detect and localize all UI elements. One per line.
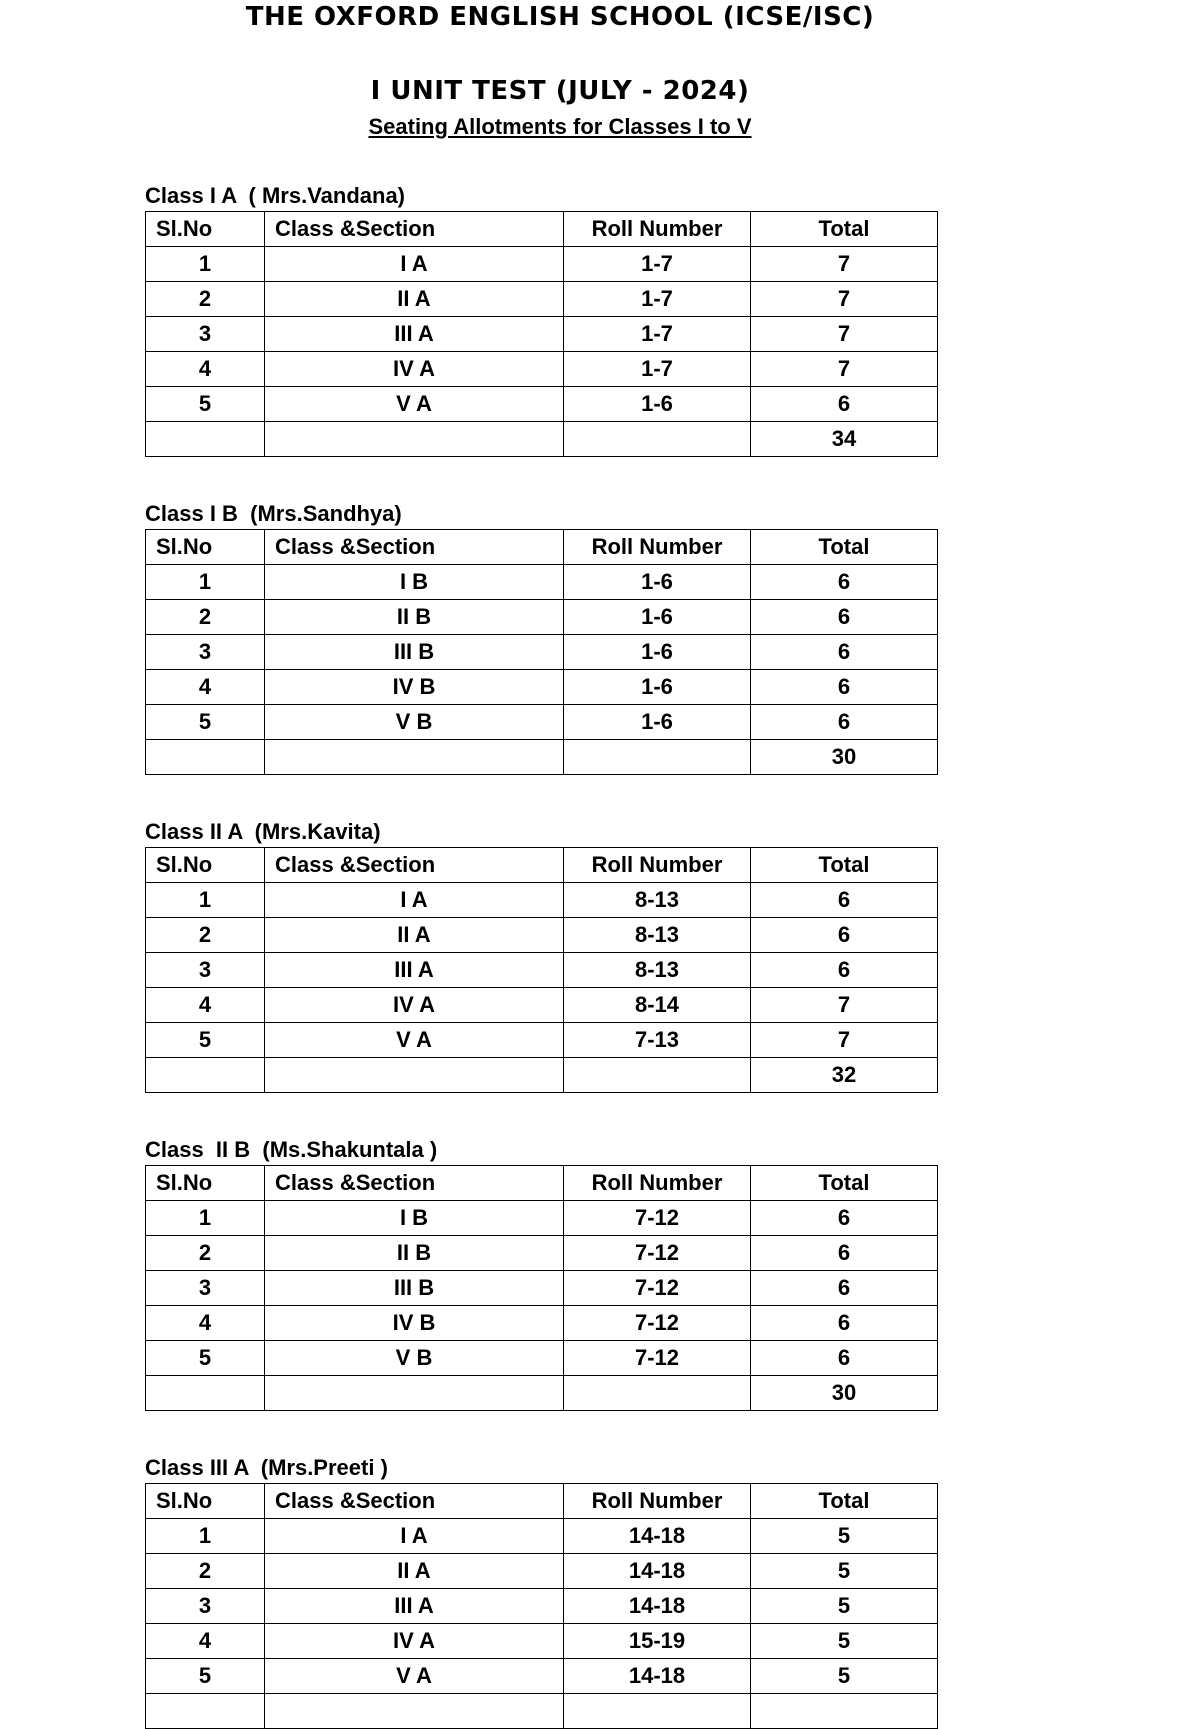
- table-cell: 3: [146, 953, 265, 988]
- table-cell: 14-18: [564, 1554, 751, 1589]
- table-cell: 6: [751, 387, 938, 422]
- total-row: [146, 422, 938, 457]
- table-cell: I A: [265, 247, 564, 282]
- table-cell: II B: [265, 1236, 564, 1271]
- table-cell: 1-6: [564, 635, 751, 670]
- table-cell: 6: [751, 635, 938, 670]
- table-cell: 1: [146, 1201, 265, 1236]
- table-cell: 4: [146, 670, 265, 705]
- empty-cell: [564, 1694, 751, 1729]
- table-cell: 6: [751, 1271, 938, 1306]
- table-cell: 5: [751, 1554, 938, 1589]
- seating-table: [145, 1165, 938, 1411]
- table-cell: 2: [146, 1236, 265, 1271]
- section-caption: Class I A ( Mrs.Vandana): [145, 183, 406, 208]
- column-header: Class &Section: [265, 1484, 564, 1519]
- table-row: [146, 1201, 938, 1236]
- column-header: Sl.No: [146, 530, 265, 565]
- seating-table: [145, 847, 938, 1093]
- table-cell: 2: [146, 282, 265, 317]
- table-cell: 6: [751, 883, 938, 918]
- section-caption: Class II A (Mrs.Kavita): [145, 819, 381, 844]
- table-cell: 1: [146, 247, 265, 282]
- table-cell: 5: [146, 1341, 265, 1376]
- table-row: [146, 918, 938, 953]
- column-header: Sl.No: [146, 848, 265, 883]
- column-header: Roll Number: [564, 212, 751, 247]
- table-cell: II A: [265, 282, 564, 317]
- table-cell: 1-7: [564, 247, 751, 282]
- table-cell: 7: [751, 282, 938, 317]
- seating-section: [145, 1135, 937, 1411]
- table-cell: 1-6: [564, 565, 751, 600]
- table-cell: 5: [146, 705, 265, 740]
- table-cell: IV B: [265, 1306, 564, 1341]
- table-cell: 1-7: [564, 352, 751, 387]
- grand-total-cell: 30: [751, 1376, 938, 1411]
- table-cell: 1-6: [564, 600, 751, 635]
- table-cell: V A: [265, 1659, 564, 1694]
- table-row: [146, 1519, 938, 1554]
- total-row: [146, 1694, 938, 1729]
- table-cell: V A: [265, 1023, 564, 1058]
- table-cell: 14-18: [564, 1589, 751, 1624]
- table-cell: 7: [751, 1023, 938, 1058]
- table-header-row: [146, 212, 938, 247]
- table-cell: 6: [751, 918, 938, 953]
- table-row: [146, 282, 938, 317]
- column-header: Total: [751, 212, 938, 247]
- table-cell: 8-14: [564, 988, 751, 1023]
- page-subtitle: Seating Allotments for Classes I to V: [368, 114, 752, 139]
- table-cell: IV A: [265, 1624, 564, 1659]
- table-cell: 8-13: [564, 883, 751, 918]
- table-row: [146, 635, 938, 670]
- table-cell: 4: [146, 1624, 265, 1659]
- table-cell: III A: [265, 317, 564, 352]
- table-cell: 7-12: [564, 1236, 751, 1271]
- table-cell: 8-13: [564, 918, 751, 953]
- table-cell: V B: [265, 1341, 564, 1376]
- table-cell: IV A: [265, 352, 564, 387]
- column-header: Roll Number: [564, 1166, 751, 1201]
- seating-section: [145, 817, 937, 1093]
- table-cell: I B: [265, 565, 564, 600]
- table-row: [146, 565, 938, 600]
- table-cell: 6: [751, 670, 938, 705]
- empty-cell: [265, 740, 564, 775]
- section-caption: Class I B (Mrs.Sandhya): [145, 501, 402, 526]
- table-cell: 5: [751, 1659, 938, 1694]
- table-row: [146, 1271, 938, 1306]
- table-cell: I B: [265, 1201, 564, 1236]
- table-cell: 3: [146, 1271, 265, 1306]
- empty-cell: [564, 1376, 751, 1411]
- empty-cell: [265, 1058, 564, 1093]
- table-cell: 14-18: [564, 1659, 751, 1694]
- table-cell: 5: [146, 1659, 265, 1694]
- table-cell: 1: [146, 883, 265, 918]
- table-cell: 5: [751, 1519, 938, 1554]
- school-name: THE OXFORD ENGLISH SCHOOL (ICSE/ISC): [245, 2, 875, 32]
- table-cell: 3: [146, 635, 265, 670]
- seating-section: [145, 499, 937, 775]
- table-row: [146, 988, 938, 1023]
- column-header: Roll Number: [564, 530, 751, 565]
- table-cell: II A: [265, 1554, 564, 1589]
- table-cell: I A: [265, 1519, 564, 1554]
- empty-cell: [265, 422, 564, 457]
- column-header: Class &Section: [265, 530, 564, 565]
- column-header: Total: [751, 1484, 938, 1519]
- table-cell: III A: [265, 953, 564, 988]
- table-cell: 7-13: [564, 1023, 751, 1058]
- table-row: [146, 883, 938, 918]
- table-row: [146, 600, 938, 635]
- table-cell: 8-13: [564, 953, 751, 988]
- table-cell: 6: [751, 565, 938, 600]
- table-cell: 7-12: [564, 1201, 751, 1236]
- table-cell: 6: [751, 1306, 938, 1341]
- empty-cell: [265, 1694, 564, 1729]
- seating-section: [145, 181, 937, 457]
- total-row: [146, 740, 938, 775]
- table-cell: 1: [146, 1519, 265, 1554]
- table-cell: 1-6: [564, 670, 751, 705]
- table-cell: 6: [751, 1341, 938, 1376]
- table-row: [146, 953, 938, 988]
- table-cell: III B: [265, 1271, 564, 1306]
- table-row: [146, 1589, 938, 1624]
- column-header: Total: [751, 530, 938, 565]
- table-header-row: [146, 530, 938, 565]
- seating-table: [145, 529, 938, 775]
- table-cell: 6: [751, 600, 938, 635]
- column-header: Sl.No: [146, 1484, 265, 1519]
- column-header: Total: [751, 1166, 938, 1201]
- empty-cell: [564, 422, 751, 457]
- table-row: [146, 1659, 938, 1694]
- table-cell: 7: [751, 317, 938, 352]
- table-cell: 1-7: [564, 317, 751, 352]
- table-row: [146, 1306, 938, 1341]
- empty-cell: [146, 1694, 265, 1729]
- total-row: [146, 1376, 938, 1411]
- table-cell: 2: [146, 600, 265, 635]
- table-cell: I A: [265, 883, 564, 918]
- table-cell: 2: [146, 1554, 265, 1589]
- empty-cell: [146, 1058, 265, 1093]
- empty-cell: [564, 740, 751, 775]
- table-cell: 4: [146, 1306, 265, 1341]
- table-cell: 6: [751, 953, 938, 988]
- table-row: [146, 705, 938, 740]
- table-cell: 6: [751, 1201, 938, 1236]
- table-cell: 14-18: [564, 1519, 751, 1554]
- table-cell: II A: [265, 918, 564, 953]
- table-header-row: [146, 848, 938, 883]
- table-cell: 1-6: [564, 705, 751, 740]
- table-row: [146, 1236, 938, 1271]
- table-cell: 1: [146, 565, 265, 600]
- column-header: Sl.No: [146, 1166, 265, 1201]
- table-cell: 1-6: [564, 387, 751, 422]
- table-row: [146, 1023, 938, 1058]
- table-cell: V A: [265, 387, 564, 422]
- test-title: I UNIT TEST (JULY - 2024): [370, 76, 750, 106]
- table-cell: IV A: [265, 988, 564, 1023]
- table-cell: 5: [146, 1023, 265, 1058]
- column-header: Sl.No: [146, 212, 265, 247]
- table-row: [146, 1624, 938, 1659]
- table-cell: 7: [751, 247, 938, 282]
- grand-total-cell: 30: [751, 740, 938, 775]
- table-header-row: [146, 1484, 938, 1519]
- column-header: Roll Number: [564, 1484, 751, 1519]
- table-row: [146, 387, 938, 422]
- table-cell: 1-7: [564, 282, 751, 317]
- seating-table: [145, 211, 938, 457]
- seating-section: [145, 1453, 937, 1729]
- table-cell: 6: [751, 705, 938, 740]
- empty-cell: [146, 422, 265, 457]
- empty-cell: [265, 1376, 564, 1411]
- table-cell: II B: [265, 600, 564, 635]
- table-cell: V B: [265, 705, 564, 740]
- table-cell: IV B: [265, 670, 564, 705]
- table-cell: 3: [146, 1589, 265, 1624]
- table-cell: 15-19: [564, 1624, 751, 1659]
- column-header: Total: [751, 848, 938, 883]
- total-row: [146, 1058, 938, 1093]
- table-cell: III A: [265, 1589, 564, 1624]
- table-row: [146, 1341, 938, 1376]
- table-row: [146, 1554, 938, 1589]
- table-cell: 4: [146, 352, 265, 387]
- empty-cell: [146, 740, 265, 775]
- table-cell: 5: [751, 1589, 938, 1624]
- table-row: [146, 317, 938, 352]
- table-cell: 7-12: [564, 1271, 751, 1306]
- table-cell: 6: [751, 1236, 938, 1271]
- table-cell: 5: [146, 387, 265, 422]
- table-cell: 2: [146, 918, 265, 953]
- grand-total-cell: 34: [751, 422, 938, 457]
- seating-table: [145, 1483, 938, 1729]
- empty-cell: [564, 1058, 751, 1093]
- column-header: Roll Number: [564, 848, 751, 883]
- table-cell: 4: [146, 988, 265, 1023]
- table-cell: III B: [265, 635, 564, 670]
- grand-total-cell: [751, 1694, 938, 1729]
- table-row: [146, 352, 938, 387]
- section-caption: Class III A (Mrs.Preeti ): [145, 1455, 388, 1480]
- table-header-row: [146, 1166, 938, 1201]
- column-header: Class &Section: [265, 848, 564, 883]
- empty-cell: [146, 1376, 265, 1411]
- table-cell: 3: [146, 317, 265, 352]
- table-cell: 7-12: [564, 1306, 751, 1341]
- grand-total-cell: 32: [751, 1058, 938, 1093]
- section-caption: Class II B (Ms.Shakuntala ): [145, 1137, 438, 1162]
- table-cell: 7: [751, 352, 938, 387]
- table-row: [146, 247, 938, 282]
- table-cell: 7-12: [564, 1341, 751, 1376]
- table-row: [146, 670, 938, 705]
- table-cell: 7: [751, 988, 938, 1023]
- column-header: Class &Section: [265, 1166, 564, 1201]
- table-cell: 5: [751, 1624, 938, 1659]
- column-header: Class &Section: [265, 212, 564, 247]
